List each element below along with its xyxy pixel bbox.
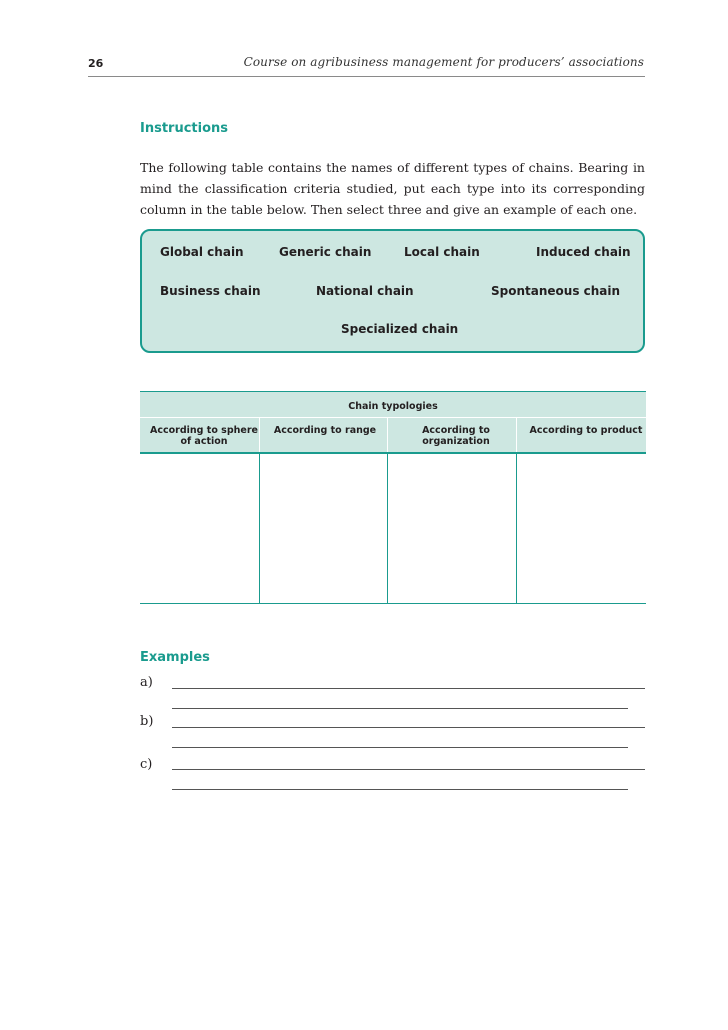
instructions-text: The following table contains the names of different types of chains. Bearing in mind the classification criteria studied, put each type into its corresponding column in the table below. Then select three and give an example of each one. <box>140 160 645 217</box>
answer-line[interactable] <box>172 708 628 709</box>
header-divider <box>387 418 388 452</box>
instructions-heading: Instructions <box>140 121 229 136</box>
chain-item: Specialized chain <box>341 322 459 336</box>
examples-heading: Examples <box>140 650 210 665</box>
column-header-product: According to product <box>529 425 643 436</box>
chain-names-box <box>140 229 645 353</box>
example-label-b: b) <box>140 714 154 729</box>
answer-line[interactable] <box>172 727 645 728</box>
running-title: Course on agribusiness management for producers’ associations <box>243 55 644 69</box>
example-label-a: a) <box>140 675 153 690</box>
table-title: Chain typologies <box>348 401 438 412</box>
column-divider <box>516 453 517 604</box>
chain-item: Business chain <box>160 284 261 298</box>
chain-item: Generic chain <box>279 245 372 259</box>
answer-line[interactable] <box>172 789 628 790</box>
chain-item: Spontaneous chain <box>491 284 621 298</box>
page-number: 26 <box>88 57 104 70</box>
column-header-sphere: According to sphere of action <box>150 425 258 447</box>
header-rule <box>88 76 645 77</box>
column-divider <box>387 453 388 604</box>
chain-item: Local chain <box>404 245 480 259</box>
column-header-organization: According to organization <box>422 425 490 447</box>
table-header-bottom-rule <box>140 452 646 454</box>
header-divider <box>516 418 517 452</box>
example-label-c: c) <box>140 757 153 772</box>
chain-item: Induced chain <box>536 245 631 259</box>
chain-item: Global chain <box>160 245 244 259</box>
table-bottom-rule <box>140 603 646 604</box>
chain-item: National chain <box>316 284 414 298</box>
column-divider <box>259 453 260 604</box>
answer-line[interactable] <box>172 769 645 770</box>
chain-typologies-table <box>140 391 646 605</box>
column-header-range: According to range <box>273 425 377 436</box>
table-title-rule <box>140 417 646 418</box>
answer-line[interactable] <box>172 688 645 689</box>
answer-line[interactable] <box>172 747 628 748</box>
